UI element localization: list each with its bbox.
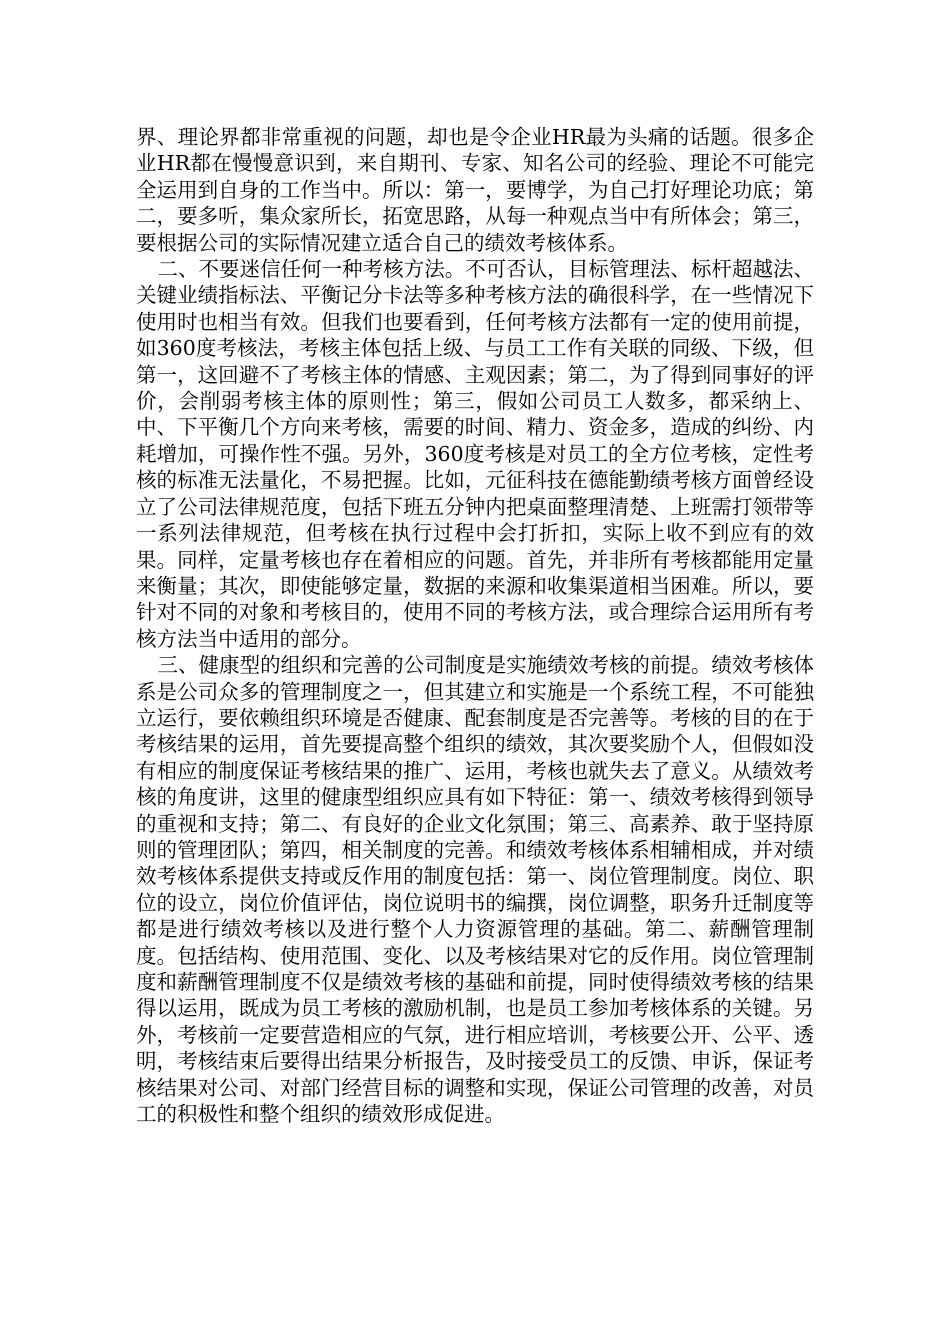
paragraph-point-three: 三、健康型的组织和完善的公司制度是实施绩效考核的前提。绩效考核体系是公司众多的管理制度之一，但其建立和实施是一个系统工程，不可能独立运行，要依赖组织环境是否健康、配套制度是否完善等。考核的目的在于考核结果的运用，首先要提高整个组织的绩效，其次要奖励个人，但假如没有相应的制度保证考核结果的推广、运用，考核也就失去了意义。从绩效考核的角度讲，这里的健康型组织应具有如下特征：第一、绩效考核得到领导的重视和支持；第二、有良好的企业文化氛围；第三、高素养、敢于坚持原则的管理团队；第四，相关制度的完善。和绩效考核体系相辅相成，并对绩效考核体系提供支持或反作用的制度包括：第一、岗位管理制度。岗位、职位的设立，岗位价值评估，岗位说明书的编撰，岗位调整，职务升迁制度等都是进行绩效考核以及进行整个人力资源管理的基础。第二、薪酬管理制度。包括结构、使用范围、变化、以及考核结果对它的反作用。岗位管理制度和薪酬管理制度不仅是绩效考核的基础和前提，同时使得绩效考核的结果得以运用，既成为员工考核的激励机制，也是员工参加考核体系的关键。另外，考核前一定要营造相应的气氛，进行相应培训，考核要公开、公平、透明，考核结束后要得出结果分析报告，及时接受员工的反馈、申诉，保证考核结果对公司、对部门经营目标的调整和实现，保证公司管理的改善，对员工的积极性和整个组织的绩效形成促进。 bbox=[136, 653, 814, 1127]
paragraph-point-two: 二、不要迷信任何一种考核方法。不可否认，目标管理法、标杆超越法、关键业绩指标法、平衡记分卡法等多种考核方法的确很科学，在一些情况下使用时也相当有效。但我们也要看到，任何考核方法都有一定的使用前提，如360度考核法，考核主体包括上级、与员工工作有关联的同级、下级，但第一，这回避不了考核主体的情感、主观因素；第二，为了得到同事好的评价，会削弱考核主体的原则性；第三，假如公司员工人数多，都采纳上、中、下平衡几个方向来考核，需要的时间、精力、资金多，造成的纠纷、内耗增加，可操作性不强。另外，360度考核是对员工的全方位考核，定性考核的标准无法量化，不易把握。比如，元征科技在德能勤绩考核方面曾经设立了公司法律规范度，包括下班五分钟内把桌面整理清楚、上班需打领带等一系列法律规范，但考核在执行过程中会打折扣，实际上收不到应有的效果。同样，定量考核也存在着相应的问题。首先，并非所有考核都能用定量来衡量；其次，即使能够定量，数据的来源和收集渠道相当困难。所以，要针对不同的对象和考核目的，使用不同的考核方法，或合理综合运用所有考核方法当中适用的部分。 bbox=[136, 257, 814, 651]
paragraph-continuation: 界、理论界都非常重视的问题，却也是令企业HR最为头痛的话题。很多企业HR都在慢慢意识到，来自期刊、专家、知名公司的经验、理论不可能完全运用到自身的工作当中。所以：第一，要博学，为自己打好理论功底；第二，要多听，集众家所长，拓宽思路，从每一种观点当中有所体会；第三，要根据公司的实际情况建立适合自己的绩效考核体系。 bbox=[136, 125, 814, 255]
document-page bbox=[136, 124, 814, 1127]
